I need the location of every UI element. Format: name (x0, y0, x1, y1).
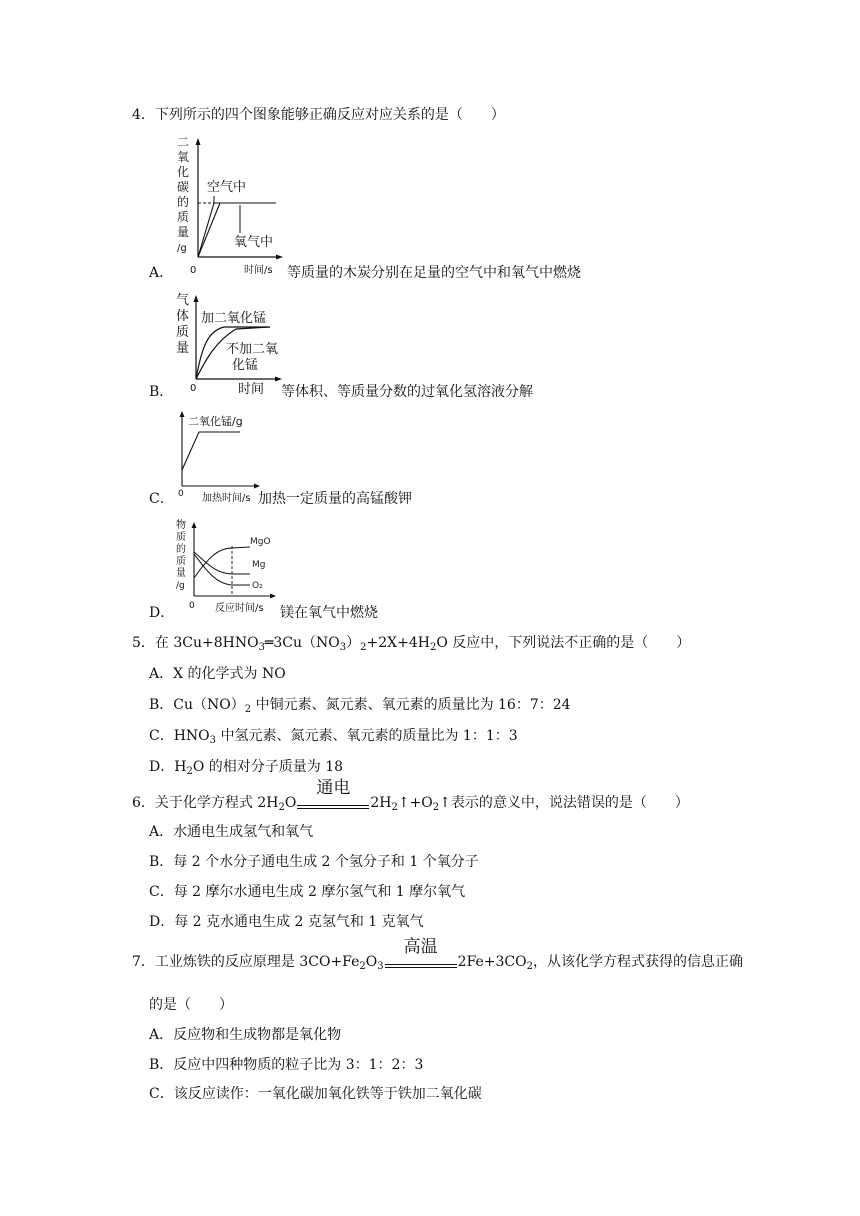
y-axis-arrow (194, 295, 199, 302)
curve-mgo (194, 547, 250, 578)
option-4b-letter: B． (149, 384, 174, 400)
option-5a: A．X 的化学式为 NO (149, 666, 286, 682)
option-4a-text: 等质量的木炭分别在足量的空气中和氧气中燃烧 (287, 265, 581, 281)
question-4-stem: 4．下列所示的四个图象能够正确反应对应关系的是（ ） (132, 107, 505, 123)
x-axis-label: 时间 (238, 382, 265, 397)
label-mgo: MgO (250, 537, 271, 547)
option-5b: B．$Cu(NO)_2$ 中铜元素、氮元素、氧元素的质量比为 16：7：24 (149, 697, 571, 715)
curve-mno2 (182, 432, 240, 470)
graph-b (176, 291, 286, 399)
graph-a-ylabel-char: 氧 (177, 150, 190, 164)
graph-a-ylabel-char: 质 (177, 210, 190, 224)
curve-oxygen (198, 203, 220, 257)
graph-d-ylabel-char: 量 (176, 568, 186, 579)
y-axis-arrow (180, 411, 185, 417)
graph-d-ylabel-char: 质 (176, 556, 186, 567)
graph-d-ylabel-char: 物 (176, 520, 186, 531)
graph-a-ylabel-char: 二 (177, 135, 190, 149)
curve-mg (194, 552, 250, 574)
label-air: 空气中 (207, 180, 247, 195)
option-6d: D．每 2 克水通电生成 2 克氢气和 1 克氧气 (149, 914, 424, 930)
option-4d-text: 镁在氧气中燃烧 (280, 605, 378, 621)
option-7b: B．反应中四种物质的粒子比为 3：1：2：3 (149, 1057, 424, 1073)
graph-a-ylabel-char: 的 (177, 195, 190, 209)
option-5c: C．$HNO_3$ 中氢元素、氮元素、氧元素的质量比为 1：1：3 (149, 728, 518, 746)
graph-b-ylabel-char: 气 (176, 293, 190, 308)
question-7-stem: 7．工业炼铁的反应原理是 $3CO+Fe_2O_3$ 高温 $2Fe+3CO_2$，从该化学方程式获得的信息正确 (132, 937, 743, 972)
label-with-mno2: 加二氧化锰 (201, 311, 267, 326)
reaction-condition: 高温 (385, 953, 457, 971)
graph-a (176, 135, 286, 277)
question-6-stem: 6．关于化学方程式 $2H_2O$ 通电 $2H_2↑+O_2↑$表示的意义中，说法错误的是（ ） (132, 778, 689, 813)
option-6a: A．水通电生成氢气和氧气 (149, 824, 314, 840)
graph-a-ylabel-char: /g (177, 243, 187, 254)
graph-a-ylabel-char: 碳 (177, 180, 190, 194)
origin-label: 0 (178, 489, 184, 499)
option-4b-text: 等体积、等质量分数的过氧化氢溶液分解 (281, 384, 533, 400)
graph-b-ylabel-char: 量 (176, 341, 190, 356)
option-4c-text: 加热一定质量的高锰酸钾 (258, 491, 412, 507)
question-7-stem-line2: 的是（ ） (149, 997, 233, 1013)
option-4c-letter: C． (149, 491, 174, 507)
x-axis-label: 反应时间/s (215, 603, 264, 614)
x-axis-arrow (270, 594, 276, 599)
reaction-condition: 通电 (297, 794, 369, 812)
y-axis-arrow (192, 522, 197, 528)
x-axis-arrow (254, 484, 260, 489)
graph-c (172, 408, 262, 504)
y-axis-arrow (196, 138, 201, 145)
origin-label: 0 (190, 383, 197, 394)
option-6b: B．每 2 个水分子通电生成 2 个氢分子和 1 个氧分子 (149, 854, 479, 870)
origin-label: 0 (190, 265, 197, 276)
option-7a: A．反应物和生成物都是氧化物 (149, 1027, 342, 1043)
curve-o2 (194, 554, 250, 585)
option-5d: D．$H_2O$ 的相对分子质量为 18 (149, 759, 344, 777)
label-oxygen: 氧气中 (234, 235, 274, 250)
graph-a-ylabel-char: 量 (177, 225, 190, 239)
option-7c: C．该反应读作：一氧化碳加氧化铁等于铁加二氧化碳 (149, 1086, 482, 1102)
label-without-mno2-1: 不加二氧 (226, 342, 279, 357)
label-mg: Mg (252, 560, 266, 570)
label-without-mno2-2: 化锰 (232, 358, 259, 373)
graph-d-ylabel-char: 质 (176, 532, 186, 543)
option-4a-letter: A． (149, 265, 174, 281)
label-o2: O₂ (252, 581, 263, 591)
option-4d-letter: D． (149, 605, 175, 621)
graph-d (172, 518, 280, 614)
graph-b-ylabel-char: 体 (176, 309, 190, 324)
x-axis-arrow (275, 377, 282, 382)
graph-d-ylabel-char: /g (176, 581, 185, 591)
origin-label: 0 (189, 601, 195, 611)
y-axis-label: 二氧化锰/g (188, 415, 243, 428)
graph-a-ylabel-char: 化 (177, 165, 190, 179)
option-6c: C．每 2 摩尔水通电生成 2 摩尔氢气和 1 摩尔氧气 (149, 884, 466, 900)
graph-b-ylabel-char: 质 (176, 325, 190, 340)
question-5-stem: 5．在 $3Cu+8HNO_3═3Cu(NO_3)_2+2X+4H_2O$ 反应中，下列说法不正确的是（ ） (132, 635, 691, 653)
x-axis-label: 时间/s (244, 265, 273, 276)
graph-d-ylabel-char: 的 (176, 544, 186, 555)
x-axis-arrow (276, 255, 283, 260)
x-axis-label: 加热时间/s (202, 493, 251, 504)
